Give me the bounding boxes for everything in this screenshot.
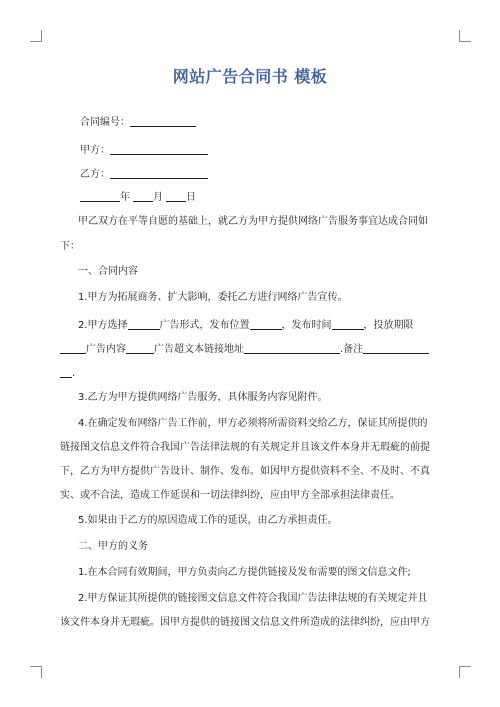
contract-number-blank[interactable] xyxy=(130,115,196,127)
remark-blank-continued[interactable] xyxy=(60,366,72,378)
month-blank[interactable] xyxy=(133,190,153,202)
section-1-item-1: 1.甲方为拓展商务、扩大影响，委托乙方进行网络广告宣传。 xyxy=(78,292,348,303)
corner-mark-bottom-right xyxy=(459,666,471,678)
section-1-item-5: 5.如果由于乙方的原因造成工作的延误，由乙方承担责任。 xyxy=(78,515,338,526)
day-blank[interactable] xyxy=(166,190,186,202)
section-1-item-2-line-1 xyxy=(78,318,463,333)
party-b-line xyxy=(80,167,465,182)
party-a-blank[interactable] xyxy=(110,143,208,155)
date-line xyxy=(80,190,465,205)
ad-form-blank[interactable] xyxy=(128,318,160,330)
period-blank[interactable] xyxy=(60,342,86,354)
section-1-item-4-line-3: 下，乙方为甲方提供广告设计、制作、发布。如因甲方提供资料不全、不及时、不真 xyxy=(60,466,430,477)
party-a-line xyxy=(80,143,465,158)
day-label: 日 xyxy=(186,192,196,203)
intro-line-2: 下： xyxy=(60,241,80,252)
item-2-text-h: . xyxy=(72,368,76,379)
document-title: 网站广告合同书 模板 xyxy=(172,67,328,86)
section-1-item-4-line-2: 链接图文信息文件符合我国广告法律法规的有关规定并且该文件本身并无瑕疵的前提 xyxy=(60,442,430,453)
year-blank[interactable] xyxy=(80,190,120,202)
month-label: 月 xyxy=(153,192,163,203)
time-blank[interactable] xyxy=(332,318,364,330)
corner-mark-top-right xyxy=(459,30,471,42)
content-blank[interactable] xyxy=(126,342,154,354)
section-1-item-3: 3.乙方为甲方提供网络广告服务，具体服务内容见附件。 xyxy=(78,392,328,403)
item-2-text-a: 2.甲方选择 xyxy=(78,320,128,331)
item-2-text-f: 广告超文本链接地址 xyxy=(154,344,244,355)
section-2-item-1: 1.在本合同有效期间，甲方负责向乙方提供链接及发布需要的图文信息文件; xyxy=(78,567,411,578)
contract-number-label: 合同编号： xyxy=(80,117,130,128)
section-1-heading: 一、合同内容 xyxy=(78,266,138,277)
section-2-item-2-line-2: 该文件本身并无瑕疵。因甲方提供的链接图文信息文件所造成的法律纠纷，应由甲方 xyxy=(60,617,430,628)
section-2-heading: 二、甲方的义务 xyxy=(78,541,148,552)
section-2-item-2-line-1: 2.甲方保证其所提供的链接图文信息文件符合我国广告法律法规的有关规定并且 xyxy=(78,593,428,604)
section-1-item-4-line-1: 4.在确定发布网络广告工作前，甲方必须将所需资料交给乙方，保证其所提供的 xyxy=(78,418,428,429)
item-2-text-g: .备注 xyxy=(340,344,364,355)
item-2-text-d: ，投放期限 xyxy=(363,320,414,331)
year-label: 年 xyxy=(120,192,130,203)
corner-mark-bottom-left xyxy=(30,666,42,678)
remark-blank[interactable] xyxy=(363,342,429,354)
section-1-item-4-line-4: 实、或不合法，造成工作延误和一切法律纠纷，应由甲方全部承担法律责任。 xyxy=(60,490,400,501)
party-b-blank[interactable] xyxy=(110,167,208,179)
intro-line-1: 甲乙双方在平等自愿的基础上，就乙方为甲方提供网络广告服务事宜达成合同如 xyxy=(78,216,428,227)
party-b-label: 乙方： xyxy=(80,169,110,180)
link-blank[interactable] xyxy=(244,342,340,354)
party-a-label: 甲方： xyxy=(80,145,110,156)
position-blank[interactable] xyxy=(250,318,282,330)
item-2-text-c: ，发布时间 xyxy=(281,320,332,331)
section-1-item-2-line-2 xyxy=(60,342,445,357)
corner-mark-top-left xyxy=(30,30,42,42)
item-2-text-b: 广告形式，发布位置 xyxy=(159,320,250,331)
section-1-item-2-line-3 xyxy=(60,366,445,381)
contract-number-line xyxy=(80,115,465,130)
item-2-text-e: 广告内容 xyxy=(86,344,126,355)
